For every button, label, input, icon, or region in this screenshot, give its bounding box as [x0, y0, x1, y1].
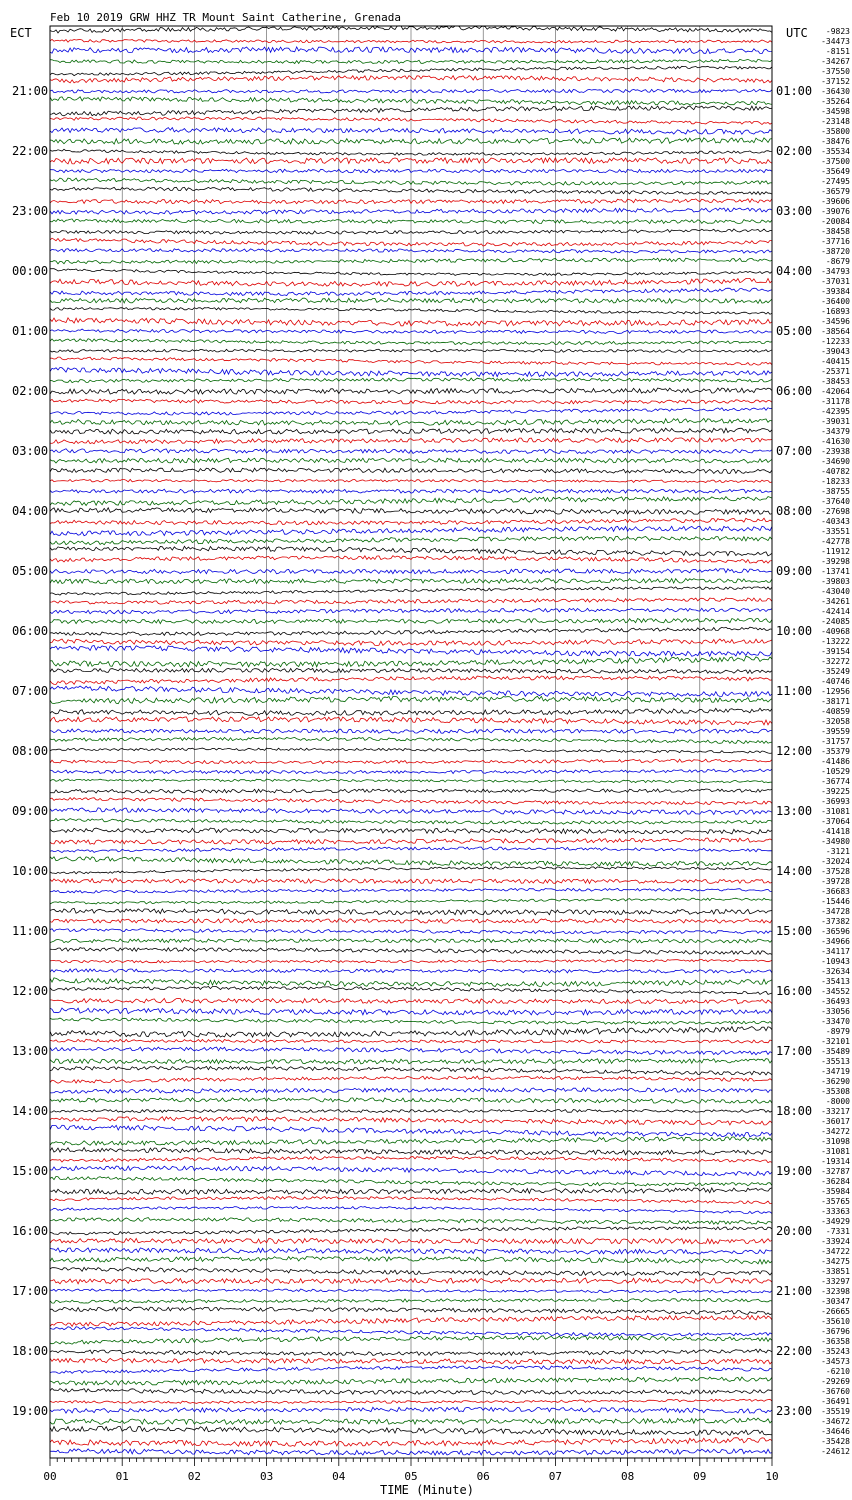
trace-offset-label: -13222	[821, 637, 850, 646]
left-timezone-label: ECT	[10, 26, 32, 40]
trace-offset-label: -36579	[821, 187, 850, 196]
trace-offset-label: -36596	[821, 927, 850, 936]
left-hour-label: 14:00	[12, 1104, 49, 1118]
trace-offset-label: -40859	[821, 707, 850, 716]
right-hour-label: 21:00	[776, 1284, 813, 1298]
right-hour-label: 05:00	[776, 324, 813, 338]
trace-offset-label: -38453	[821, 377, 850, 386]
trace-offset-label: -39803	[821, 577, 850, 586]
trace-offset-label: -36290	[821, 1077, 850, 1086]
trace-offset-label: -27495	[821, 177, 850, 186]
x-tick-label: 07	[548, 1470, 563, 1483]
trace-offset-label: -39043	[821, 347, 850, 356]
trace-offset-label: -13741	[821, 567, 850, 576]
left-hour-label: 07:00	[12, 684, 49, 698]
trace-offset-label: -40343	[821, 517, 850, 526]
trace-offset-label: -34598	[821, 107, 850, 116]
trace-offset-label: -11912	[821, 547, 850, 556]
right-hour-label: 15:00	[776, 924, 813, 938]
trace-offset-label: -39606	[821, 197, 850, 206]
left-hour-label: 21:00	[12, 84, 49, 98]
right-hour-label: 20:00	[776, 1224, 813, 1238]
trace-offset-label: -8151	[825, 47, 850, 56]
trace-offset-label: -27698	[821, 507, 850, 516]
trace-offset-label: -39728	[821, 877, 850, 886]
trace-offset-label: -42414	[821, 607, 850, 616]
trace-offset-label: -23938	[821, 447, 850, 456]
left-hour-label: 06:00	[12, 624, 49, 638]
right-hour-label: 01:00	[776, 84, 813, 98]
trace-offset-labels	[821, 27, 850, 1456]
x-tick-label: 02	[187, 1470, 202, 1483]
left-hour-label: 11:00	[12, 924, 49, 938]
left-hour-label: 17:00	[12, 1284, 49, 1298]
left-hour-label: 03:00	[12, 444, 49, 458]
trace-offset-label: -30347	[821, 1297, 850, 1306]
right-hour-label: 23:00	[776, 1404, 813, 1418]
trace-offset-label: -33470	[821, 1017, 850, 1026]
left-hour-label: 02:00	[12, 384, 49, 398]
trace-offset-label: -12233	[821, 337, 850, 346]
trace-offset-label: -32024	[821, 857, 850, 866]
right-hour-label: 18:00	[776, 1104, 813, 1118]
right-hour-label: 12:00	[776, 744, 813, 758]
right-hour-label: 07:00	[776, 444, 813, 458]
trace-offset-label: -36400	[821, 297, 850, 306]
trace-offset-label: -34728	[821, 907, 850, 916]
trace-offset-label: -35264	[821, 97, 850, 106]
trace-offset-label: -19314	[821, 1157, 850, 1166]
right-hour-label: 02:00	[776, 144, 813, 158]
right-hour-label: 04:00	[776, 264, 813, 278]
trace-offset-label: -34793	[821, 267, 850, 276]
trace-offset-label: -37031	[821, 277, 850, 286]
left-hour-label: 13:00	[12, 1044, 49, 1058]
trace-offset-label: -34690	[821, 457, 850, 466]
trace-offset-label: -39031	[821, 417, 850, 426]
trace-offset-label: -37500	[821, 157, 850, 166]
trace-offset-label: -33363	[821, 1207, 850, 1216]
trace-offset-label: -37152	[821, 77, 850, 86]
trace-offset-label: -35249	[821, 667, 850, 676]
trace-offset-label: -35534	[821, 147, 850, 156]
trace-offset-label: -38755	[821, 487, 850, 496]
trace-offset-label: -33056	[821, 1007, 850, 1016]
x-tick-label: 10	[765, 1470, 779, 1483]
right-hour-label: 19:00	[776, 1164, 813, 1178]
trace-offset-label: -34379	[821, 427, 850, 436]
x-axis-label: TIME (Minute)	[380, 1483, 474, 1497]
left-hour-label: 09:00	[12, 804, 49, 818]
trace-offset-label: -35649	[821, 167, 850, 176]
trace-offset-label: -40782	[821, 467, 850, 476]
trace-offset-label: -36017	[821, 1117, 850, 1126]
trace-offset-label: -37640	[821, 497, 850, 506]
right-hour-label: 03:00	[776, 204, 813, 218]
trace-offset-label: -34646	[821, 1427, 850, 1436]
trace-offset-label: -40415	[821, 357, 850, 366]
trace-offset-label: -35513	[821, 1057, 850, 1066]
trace-offset-label: -10943	[821, 957, 850, 966]
trace-offset-label: -10529	[821, 767, 850, 776]
trace-offset-label: -34552	[821, 987, 850, 996]
trace-offset-label: -32272	[821, 657, 850, 666]
trace-offset-label: -34261	[821, 597, 850, 606]
trace-offset-label: -33551	[821, 527, 850, 536]
trace-offset-label: -8979	[825, 1027, 850, 1036]
trace-offset-label: -35519	[821, 1407, 850, 1416]
trace-offset-label: -38476	[821, 137, 850, 146]
trace-offset-label: -40746	[821, 677, 850, 686]
trace-offset-label: -38458	[821, 227, 850, 236]
trace-offset-label: -33297	[821, 1277, 850, 1286]
left-hour-label: 00:00	[12, 264, 49, 278]
trace-offset-label: -7331	[825, 1227, 850, 1236]
right-hour-label: 22:00	[776, 1344, 813, 1358]
trace-offset-label: -39384	[821, 287, 850, 296]
trace-offset-label: -18233	[821, 477, 850, 486]
trace-offset-label: -39298	[821, 557, 850, 566]
left-hour-label: 12:00	[12, 984, 49, 998]
trace-offset-label: -34929	[821, 1217, 850, 1226]
trace-offset-label: -33924	[821, 1237, 850, 1246]
trace-offset-label: -12956	[821, 687, 850, 696]
trace-offset-label: -8679	[825, 257, 850, 266]
trace-offset-label: -39225	[821, 787, 850, 796]
trace-offset-label: -32398	[821, 1287, 850, 1296]
trace-offset-label: -39154	[821, 647, 850, 656]
trace-offset-label: -23148	[821, 117, 850, 126]
trace-offset-label: -34272	[821, 1127, 850, 1136]
trace-offset-label: -31081	[821, 1147, 850, 1156]
trace-offset-label: -8000	[825, 1097, 850, 1106]
trace-offset-label: -37716	[821, 237, 850, 246]
left-hour-label: 22:00	[12, 144, 49, 158]
left-hour-label: 10:00	[12, 864, 49, 878]
trace-offset-label: -34722	[821, 1247, 850, 1256]
right-timezone-label: UTC	[786, 26, 808, 40]
trace-offset-label: -33217	[821, 1107, 850, 1116]
x-tick-label: 05	[404, 1470, 418, 1483]
trace-offset-label: -35800	[821, 127, 850, 136]
trace-offset-label: -41630	[821, 437, 850, 446]
trace-offset-label: -34267	[821, 57, 850, 66]
trace-offset-label: -43040	[821, 587, 850, 596]
x-tick-label: 01	[115, 1470, 129, 1483]
chart-title: Feb 10 2019 GRW HHZ TR Mount Saint Catherine, Grenada	[50, 11, 401, 24]
trace-offset-label: -34117	[821, 947, 850, 956]
left-hour-label: 18:00	[12, 1344, 49, 1358]
trace-offset-label: -36796	[821, 1327, 850, 1336]
x-tick-label: 03	[259, 1470, 274, 1483]
trace-offset-label: -37382	[821, 917, 850, 926]
trace-offset-label: -36358	[821, 1337, 850, 1346]
trace-offset-label: -34719	[821, 1067, 850, 1076]
trace-offset-label: -31098	[821, 1137, 850, 1146]
trace-offset-label: -34966	[821, 937, 850, 946]
trace-offset-label: -34672	[821, 1417, 850, 1426]
right-hour-label: 14:00	[776, 864, 813, 878]
right-hour-label: 11:00	[776, 684, 813, 698]
x-tick-label: 09	[693, 1470, 707, 1483]
trace-offset-label: -29269	[821, 1377, 850, 1386]
trace-offset-label: -37064	[821, 817, 850, 826]
x-tick-label: 04	[332, 1470, 346, 1483]
left-hour-label: 04:00	[12, 504, 49, 518]
trace-offset-label: -34473	[821, 37, 850, 46]
trace-offset-label: -36774	[821, 777, 850, 786]
trace-offset-label: -35765	[821, 1197, 850, 1206]
trace-offset-label: -37528	[821, 867, 850, 876]
trace-offset-label: -35610	[821, 1317, 850, 1326]
trace-offset-label: -36683	[821, 887, 850, 896]
trace-offset-label: -33851	[821, 1267, 850, 1276]
trace-offset-label: -41418	[821, 827, 850, 836]
trace-offset-label: -32101	[821, 1037, 850, 1046]
trace-offset-label: -35984	[821, 1187, 850, 1196]
left-hour-label: 23:00	[12, 204, 49, 218]
trace-offset-label: -35379	[821, 747, 850, 756]
left-hour-label: 01:00	[12, 324, 49, 338]
trace-offset-label: -41486	[821, 757, 850, 766]
trace-offset-label: -36491	[821, 1397, 850, 1406]
trace-offset-label: -6210	[825, 1367, 850, 1376]
right-hour-label: 13:00	[776, 804, 813, 818]
trace-offset-label: -31081	[821, 807, 850, 816]
trace-offset-label: -31178	[821, 397, 850, 406]
trace-offset-label: -26665	[821, 1307, 850, 1316]
trace-offset-label: -38564	[821, 327, 850, 336]
trace-offset-label: -20084	[821, 217, 850, 226]
trace-offset-label: -36284	[821, 1177, 850, 1186]
trace-offset-label: -38720	[821, 247, 850, 256]
trace-offset-label: -36493	[821, 997, 850, 1006]
trace-offset-label: -25371	[821, 367, 850, 376]
trace-offset-label: -42064	[821, 387, 850, 396]
trace-offset-label: -36760	[821, 1387, 850, 1396]
trace-offset-label: -35308	[821, 1087, 850, 1096]
trace-offset-label: -15446	[821, 897, 850, 906]
left-hour-label: 19:00	[12, 1404, 49, 1418]
trace-offset-label: -24085	[821, 617, 850, 626]
x-tick-label: 06	[476, 1470, 490, 1483]
trace-offset-label: -36993	[821, 797, 850, 806]
trace-offset-label: -32787	[821, 1167, 850, 1176]
trace-offset-label: -35243	[821, 1347, 850, 1356]
trace-offset-label: -37550	[821, 67, 850, 76]
left-hour-label: 16:00	[12, 1224, 49, 1238]
trace-offset-label: -38171	[821, 697, 850, 706]
trace-offset-label: -32634	[821, 967, 850, 976]
x-tick-label: 00	[43, 1470, 57, 1483]
trace-offset-label: -42778	[821, 537, 850, 546]
left-hour-label: 15:00	[12, 1164, 49, 1178]
trace-offset-label: -36430	[821, 87, 850, 96]
trace-offset-label: -34980	[821, 837, 850, 846]
left-hour-label: 08:00	[12, 744, 49, 758]
trace-offset-label: -16893	[821, 307, 850, 316]
right-hour-label: 16:00	[776, 984, 813, 998]
x-tick-label: 08	[620, 1470, 635, 1483]
right-hour-label: 17:00	[776, 1044, 813, 1058]
trace-offset-label: -31757	[821, 737, 850, 746]
trace-offset-label: -42395	[821, 407, 850, 416]
trace-offset-label: -39559	[821, 727, 850, 736]
right-hour-label: 08:00	[776, 504, 813, 518]
right-hour-label: 06:00	[776, 384, 813, 398]
trace-offset-label: -3121	[825, 847, 850, 856]
left-hour-label: 05:00	[12, 564, 49, 578]
trace-offset-label: -39076	[821, 207, 850, 216]
right-hour-label: 09:00	[776, 564, 813, 578]
trace-offset-label: -35413	[821, 977, 850, 986]
trace-offset-label: -34275	[821, 1257, 850, 1266]
trace-offset-label: -34573	[821, 1357, 850, 1366]
trace-offset-label: -35489	[821, 1047, 850, 1056]
right-hour-label: 10:00	[776, 624, 813, 638]
trace-offset-label: -32058	[821, 717, 850, 726]
trace-offset-label: -34596	[821, 317, 850, 326]
trace-offset-label: -9823	[825, 27, 850, 36]
trace-offset-label: -40968	[821, 627, 850, 636]
trace-offset-label: -24612	[821, 1447, 850, 1456]
trace-offset-label: -35428	[821, 1437, 850, 1446]
